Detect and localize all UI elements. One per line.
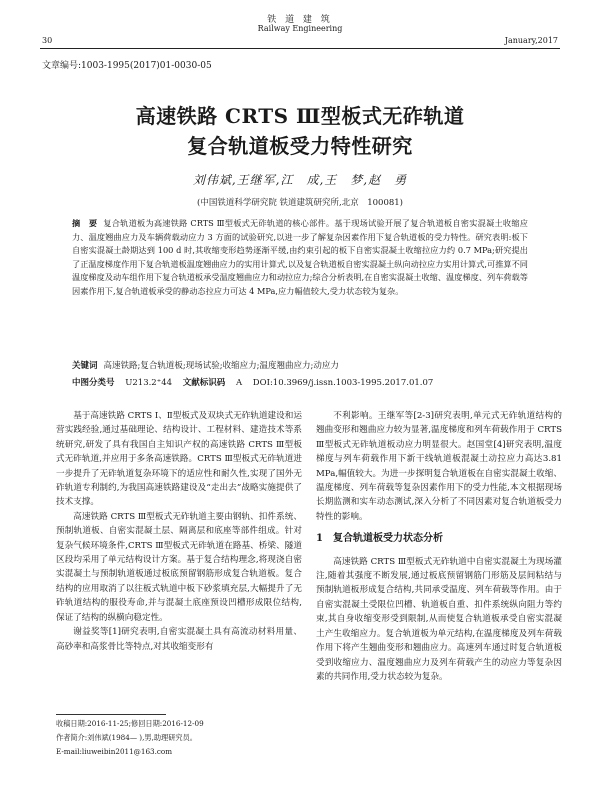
header-rule bbox=[40, 48, 560, 49]
journal-title-en: Railway Engineering bbox=[257, 24, 343, 33]
journal-title-cn: 铁 道 建 筑 bbox=[267, 15, 333, 25]
body-column-right bbox=[316, 409, 562, 684]
footnote-rule bbox=[56, 714, 166, 715]
keywords-label: 关键词 bbox=[72, 361, 98, 371]
body-paragraph: 基于高速铁路 CRTS Ⅰ、Ⅱ型板式及双块式无砟轨道建设和运营实践经验,通过基础理论、结构设计、工程材料、建造技术等系统研究,研发了具有我国自主知识产权的高速铁路 CRTS Ⅲ型板式无砟轨道,并应用于多条高速铁路。CRTS Ⅲ型板式无砟轨道进一步提升了无砟轨道复杂环境下的适应性和耐久性,实现了国外无砟轨道专利制约,为我国高速铁路建设及“走出去”战略实施提供了技术支撑。 bbox=[56, 411, 302, 508]
classification-line bbox=[72, 376, 560, 388]
abstract bbox=[72, 217, 528, 298]
author-list: 刘伟斌,王继军,江 成,王 梦,赵 勇 bbox=[192, 173, 408, 187]
paper-title-line1: 高速铁路 CRTS Ⅲ型板式无砟轨道 bbox=[135, 104, 465, 128]
keywords bbox=[72, 359, 528, 371]
footnote-email: E-mail:liuweibin2011@163.com bbox=[56, 747, 173, 756]
issue-date: January,2017 bbox=[504, 36, 558, 45]
clc-label: 中图分类号 bbox=[72, 378, 115, 388]
body-paragraph: 高速铁路 CRTS Ⅲ型板式无砟轨道主要由钢轨、扣件系统、预制轨道板、自密实混凝土层、隔离层和底座等部件组成。针对复杂气候环境条件,CRTS Ⅲ型板式无砟轨道在路基、桥梁、隧道区段均采用了单元结构设计方案。基于复合结构理念,将现浇自密实混凝土与预制轨道板通过板底预留钢筋形成复合轨道板。复合结构的应用取消了以往板式轨道中板下砂浆填充层,大幅提升了无砟轨道结构的服役寿命,并与混凝土底座预设凹槽形成限位结构,保证了结构的纵横向稳定性。 bbox=[56, 511, 302, 623]
page-number: 30 bbox=[42, 36, 53, 45]
paper-title-line2: 复合轨道板受力特性研究 bbox=[187, 134, 413, 158]
doi: DOI:10.3969/j.issn.1003-1995.2017.01.07 bbox=[252, 378, 434, 388]
doc-code-value: A bbox=[235, 378, 243, 388]
doc-code-label: 文献标识码 bbox=[182, 378, 226, 388]
body-paragraph: 谢益奖等[1]研究表明,自密实混凝土具有高流动材料用量、高砂率和高浆骨比等特点,对其收缩变形有 bbox=[56, 627, 302, 652]
footnote-received: 收稿日期:2016-11-25;修回日期:2016-12-09 bbox=[56, 719, 204, 728]
keywords-text: 高速铁路;复合轨道板;现场试验;收缩应力;温度翘曲应力;动应力 bbox=[103, 361, 339, 371]
abstract-label: 摘 要 bbox=[72, 218, 98, 228]
clc-value: U213.2⁺44 bbox=[125, 378, 173, 388]
affiliation: (中国铁道科学研究院 铁道建筑研究所,北京 100081) bbox=[197, 198, 403, 208]
section-heading: 1 复合轨道板受力状态分析 bbox=[316, 533, 443, 545]
body-paragraph: 不利影响。王继军等[2-3]研究表明,单元式无砟轨道结构的翘曲变形和翘曲应力较为显著,温度梯度和列车荷载作用于 CRTS Ⅲ型板式无砟轨道板动应力明显很大。赵国堂[4]研究表明,温度梯度与列车荷载作用下新干线轨道板混凝土动拉应力高达3.81 MPa,幅值较大。为进一步探明复合轨道板在自密实混凝土收缩、温度梯度、列车荷载等复杂因素作用下的受力性能,本文根据现场长期监测和实车动态测试,深入分析了不同因素对复合轨道板受力特性的影响。 bbox=[316, 411, 562, 522]
article-number: 文章编号:1003-1995(2017)01-0030-05 bbox=[42, 61, 212, 71]
body-column-left bbox=[56, 409, 302, 654]
body-paragraph: 高速铁路 CRTS Ⅲ型板式无砟轨道中自密实混凝土为现场灌注,随着其强度不断发展,通过板底预留钢筋门形筋及层间粘结与预制轨道板形成复合结构,共同承受温度、列车荷载等作用。由于自密实混凝土受限位凹槽、轨道板自重、扣件系统纵向阻力等约束,其自身收缩变形受到限制,从而使复合轨道板承受自密实混凝土产生收缩应力。复合轨道板为单元结构,在温度梯度及列车荷载作用下将产生翘曲变形和翘曲应力。高速列车通过时复合轨道板受到收缩应力、温度翘曲应力及列车荷载产生的动应力等复杂因素的共同作用,受力状态较为复杂。 bbox=[316, 556, 562, 682]
footnote-author-bio: 作者简介:刘伟斌(1984— ),男,助理研究员。 bbox=[56, 733, 197, 742]
abstract-text: 复合轨道板为高速铁路 CRTS Ⅲ型板式无砟轨道的核心部件。基于现场试验开展了复合轨道板自密实混凝土收缩应力、温度翘曲应力及车辆荷载动应力 3 方面的试验研究,以进一步了解复杂因素作用下复合轨道板的受力特性。研究表明:板下自密实混凝土龄期达到 100 d 时,其收缩变形趋势逐渐平缓,由约束引起的板下自密实混凝土收缩拉应力约 0.7 MPa;研究提出了正温度梯度作用下复合轨道板温度翘曲应力的实用计算式,以及复合轨道板自密实混凝土纵向动拉应力实用计算式,可推算不同温度梯度及动车组作用下复合轨道板承受温度翘曲应力和动拉应力;综合分析表明,在自密实混凝土收缩、温度梯度、列车荷载等因素作用下,复合轨道板承受的静动态拉应力可达 4 MPa,应力幅值较大,受力状态较为复杂。 bbox=[72, 218, 528, 296]
